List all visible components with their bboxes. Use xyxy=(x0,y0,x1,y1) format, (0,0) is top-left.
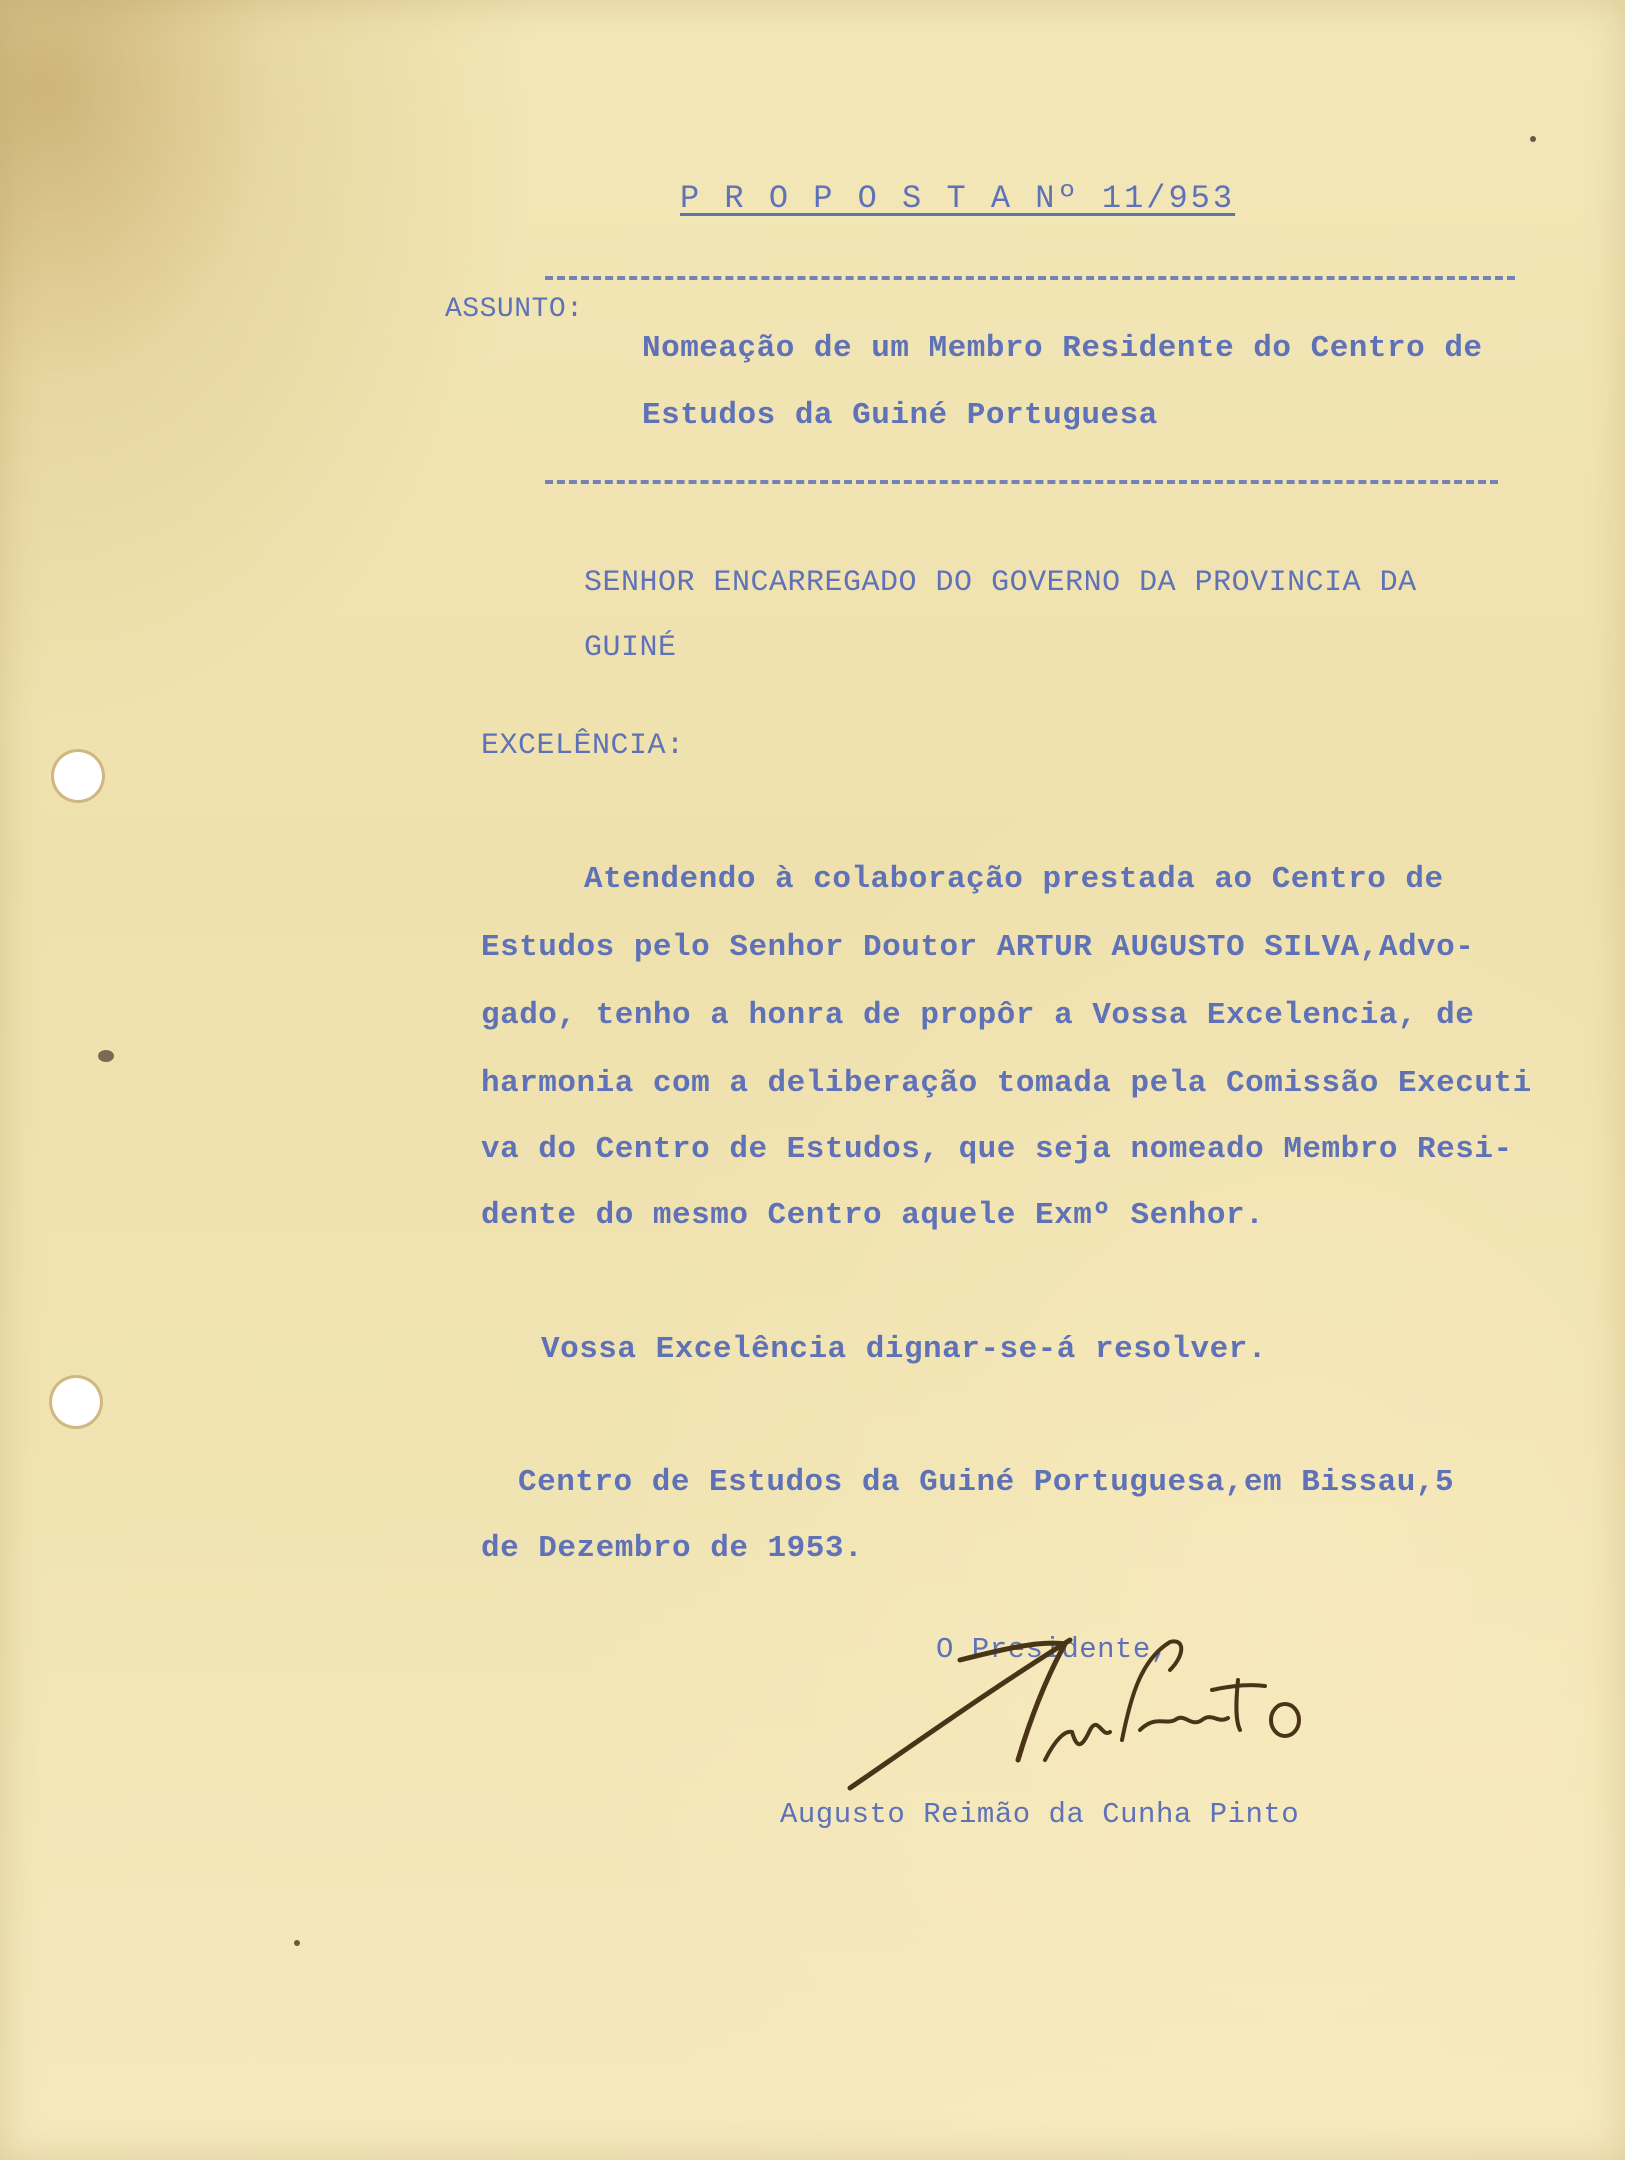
addressee-line: SENHOR ENCARREGADO DO GOVERNO DA PROVINCIA DA xyxy=(584,566,1417,600)
punch-hole-top xyxy=(54,752,102,800)
signatory-name: Augusto Reimão da Cunha Pinto xyxy=(780,1798,1300,1831)
proposal-title: P R O P O S T A Nº 11/953 xyxy=(680,180,1236,217)
handwritten-signature xyxy=(840,1620,1330,1800)
signature-title: O Presidente, xyxy=(936,1633,1169,1666)
place-date-line: Centro de Estudos da Guiné Portuguesa,em Bissau,5 xyxy=(518,1465,1455,1500)
salutation: EXCELÊNCIA: xyxy=(481,729,685,763)
subject-line: Estudos da Guiné Portuguesa xyxy=(642,398,1158,433)
body-line: gado, tenho a honra de propôr a Vossa Excelencia, de xyxy=(481,998,1475,1033)
subject-line: Nomeação de um Membro Residente do Centro de xyxy=(642,331,1483,366)
punch-hole-bottom xyxy=(52,1378,100,1426)
paper-speck xyxy=(98,1050,114,1062)
paper-speck xyxy=(294,1940,300,1946)
body-line: harmonia com a deliberação tomada pela Comissão Executi xyxy=(481,1066,1532,1101)
body-line: Estudos pelo Senhor Doutor ARTUR AUGUSTO SILVA,Advo- xyxy=(481,930,1475,965)
divider-bottom xyxy=(545,480,1498,484)
closing-line: Vossa Excelência dignar-se-á resolver. xyxy=(541,1332,1267,1367)
addressee-line: GUINÉ xyxy=(584,631,677,665)
body-line: Atendendo à colaboração prestada ao Centro de xyxy=(584,862,1444,897)
body-line: dente do mesmo Centro aquele Exmº Senhor. xyxy=(481,1198,1265,1233)
body-line: va do Centro de Estudos, que seja nomeado Membro Resi- xyxy=(481,1132,1513,1167)
subject-label: ASSUNTO: xyxy=(445,294,584,325)
paper-speck xyxy=(1530,136,1536,142)
place-date-line: de Dezembro de 1953. xyxy=(481,1531,864,1566)
divider-top xyxy=(545,276,1515,280)
